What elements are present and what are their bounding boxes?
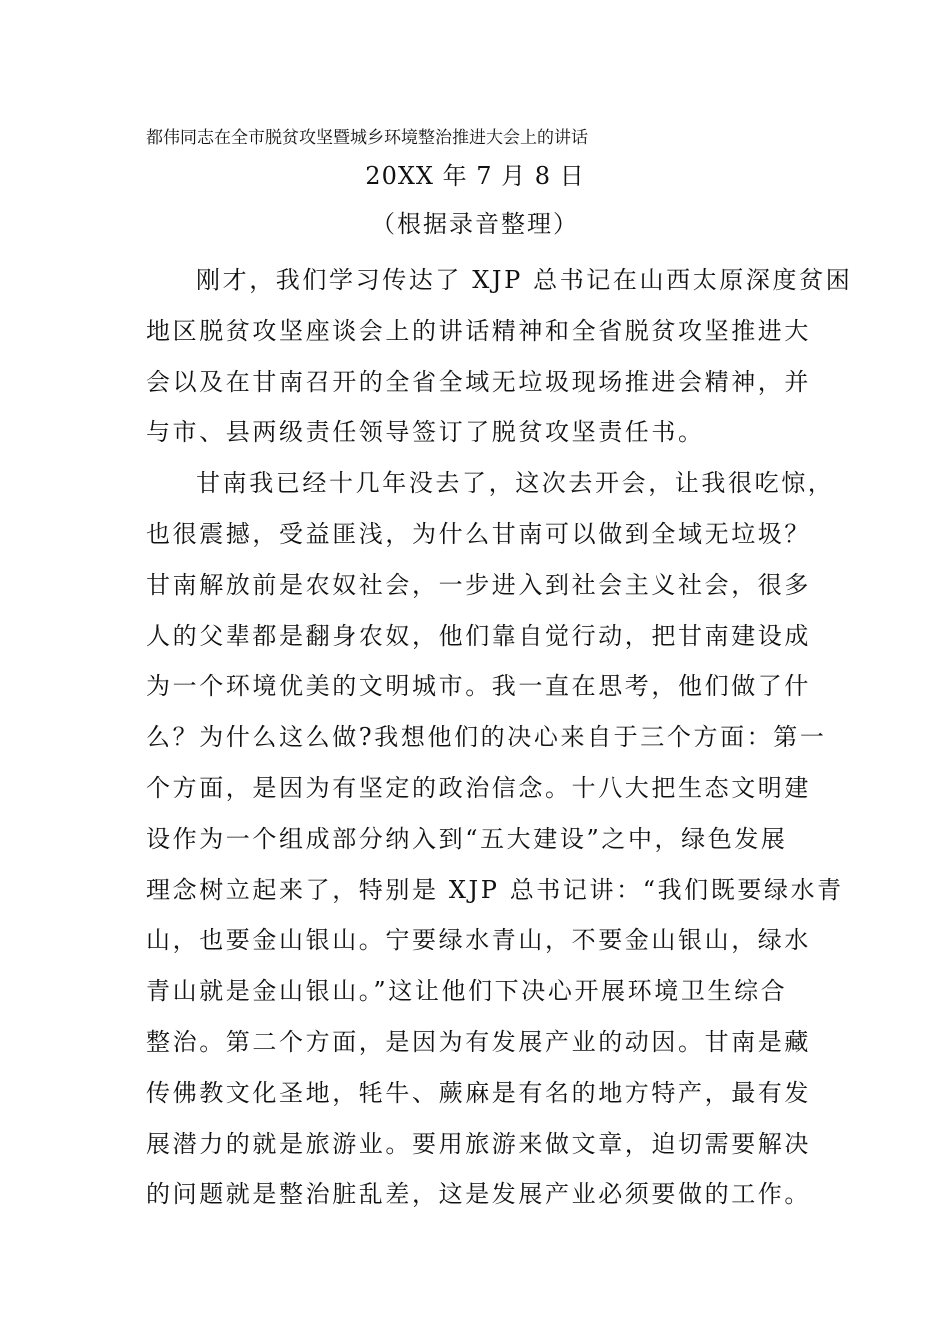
body-line: 山，也要金山银山。宁要绿水青山，不要金山银山，绿水 (146, 926, 811, 955)
body-line: 会以及在甘南召开的全省全域无垃圾现场推进会精神，并 (146, 367, 811, 396)
body-line: 整治。第二个方面，是因为有发展产业的动因。甘南是藏 (146, 1027, 811, 1056)
body-line: 展潜力的就是旅游业。要用旅游来做文章，迫切需要解决 (146, 1129, 811, 1158)
body-line: 理念树立起来了，特别是 XJP 总书记讲：“我们既要绿水青 (146, 875, 844, 904)
document-title: 都伟同志在全市脱贫攻坚暨城乡环境整治推进大会上的讲话 (146, 128, 588, 148)
body-line: 也很震撼，受益匪浅，为什么甘南可以做到全域无垃圾？ (146, 519, 811, 548)
body-line: 与市、县两级责任领导签订了脱贫攻坚责任书。 (146, 418, 705, 447)
speech-date: 20XX 年 7 月 8 日 (365, 162, 585, 190)
body-line: 刚才，我们学习传达了 XJP 总书记在山西太原深度贫困 (196, 266, 853, 294)
body-line: 为一个环境优美的文明城市。我一直在思考，他们做了什 (146, 672, 811, 701)
transcript-note: （根据录音整理） (371, 210, 579, 238)
body-line: 么？为什么这么做?我想他们的决心来自于三个方面：第一 (146, 723, 827, 752)
body-line: 甘南我已经十几年没去了，这次去开会，让我很吃惊， (196, 469, 835, 498)
body-line: 个方面，是因为有坚定的政治信念。十八大把生态文明建 (146, 773, 811, 802)
body-line: 地区脱贫攻坚座谈会上的讲话精神和全省脱贫攻坚推进大 (146, 316, 811, 345)
speech-body (146, 255, 853, 1220)
body-line: 设作为一个组成部分纳入到“五大建设”之中，绿色发展 (146, 824, 788, 853)
body-line: 人的父辈都是翻身农奴，他们靠自觉行动，把甘南建设成 (146, 621, 811, 650)
body-line: 的问题就是整治脏乱差，这是发展产业必须要做的工作。 (146, 1180, 811, 1209)
body-line: 青山就是金山银山。”这让他们下决心开展环境卫生综合 (146, 977, 788, 1006)
body-line: 甘南解放前是农奴社会，一步进入到社会主义社会，很多 (146, 570, 811, 599)
body-line: 传佛教文化圣地，牦牛、蕨麻是有名的地方特产，最有发 (146, 1078, 811, 1107)
